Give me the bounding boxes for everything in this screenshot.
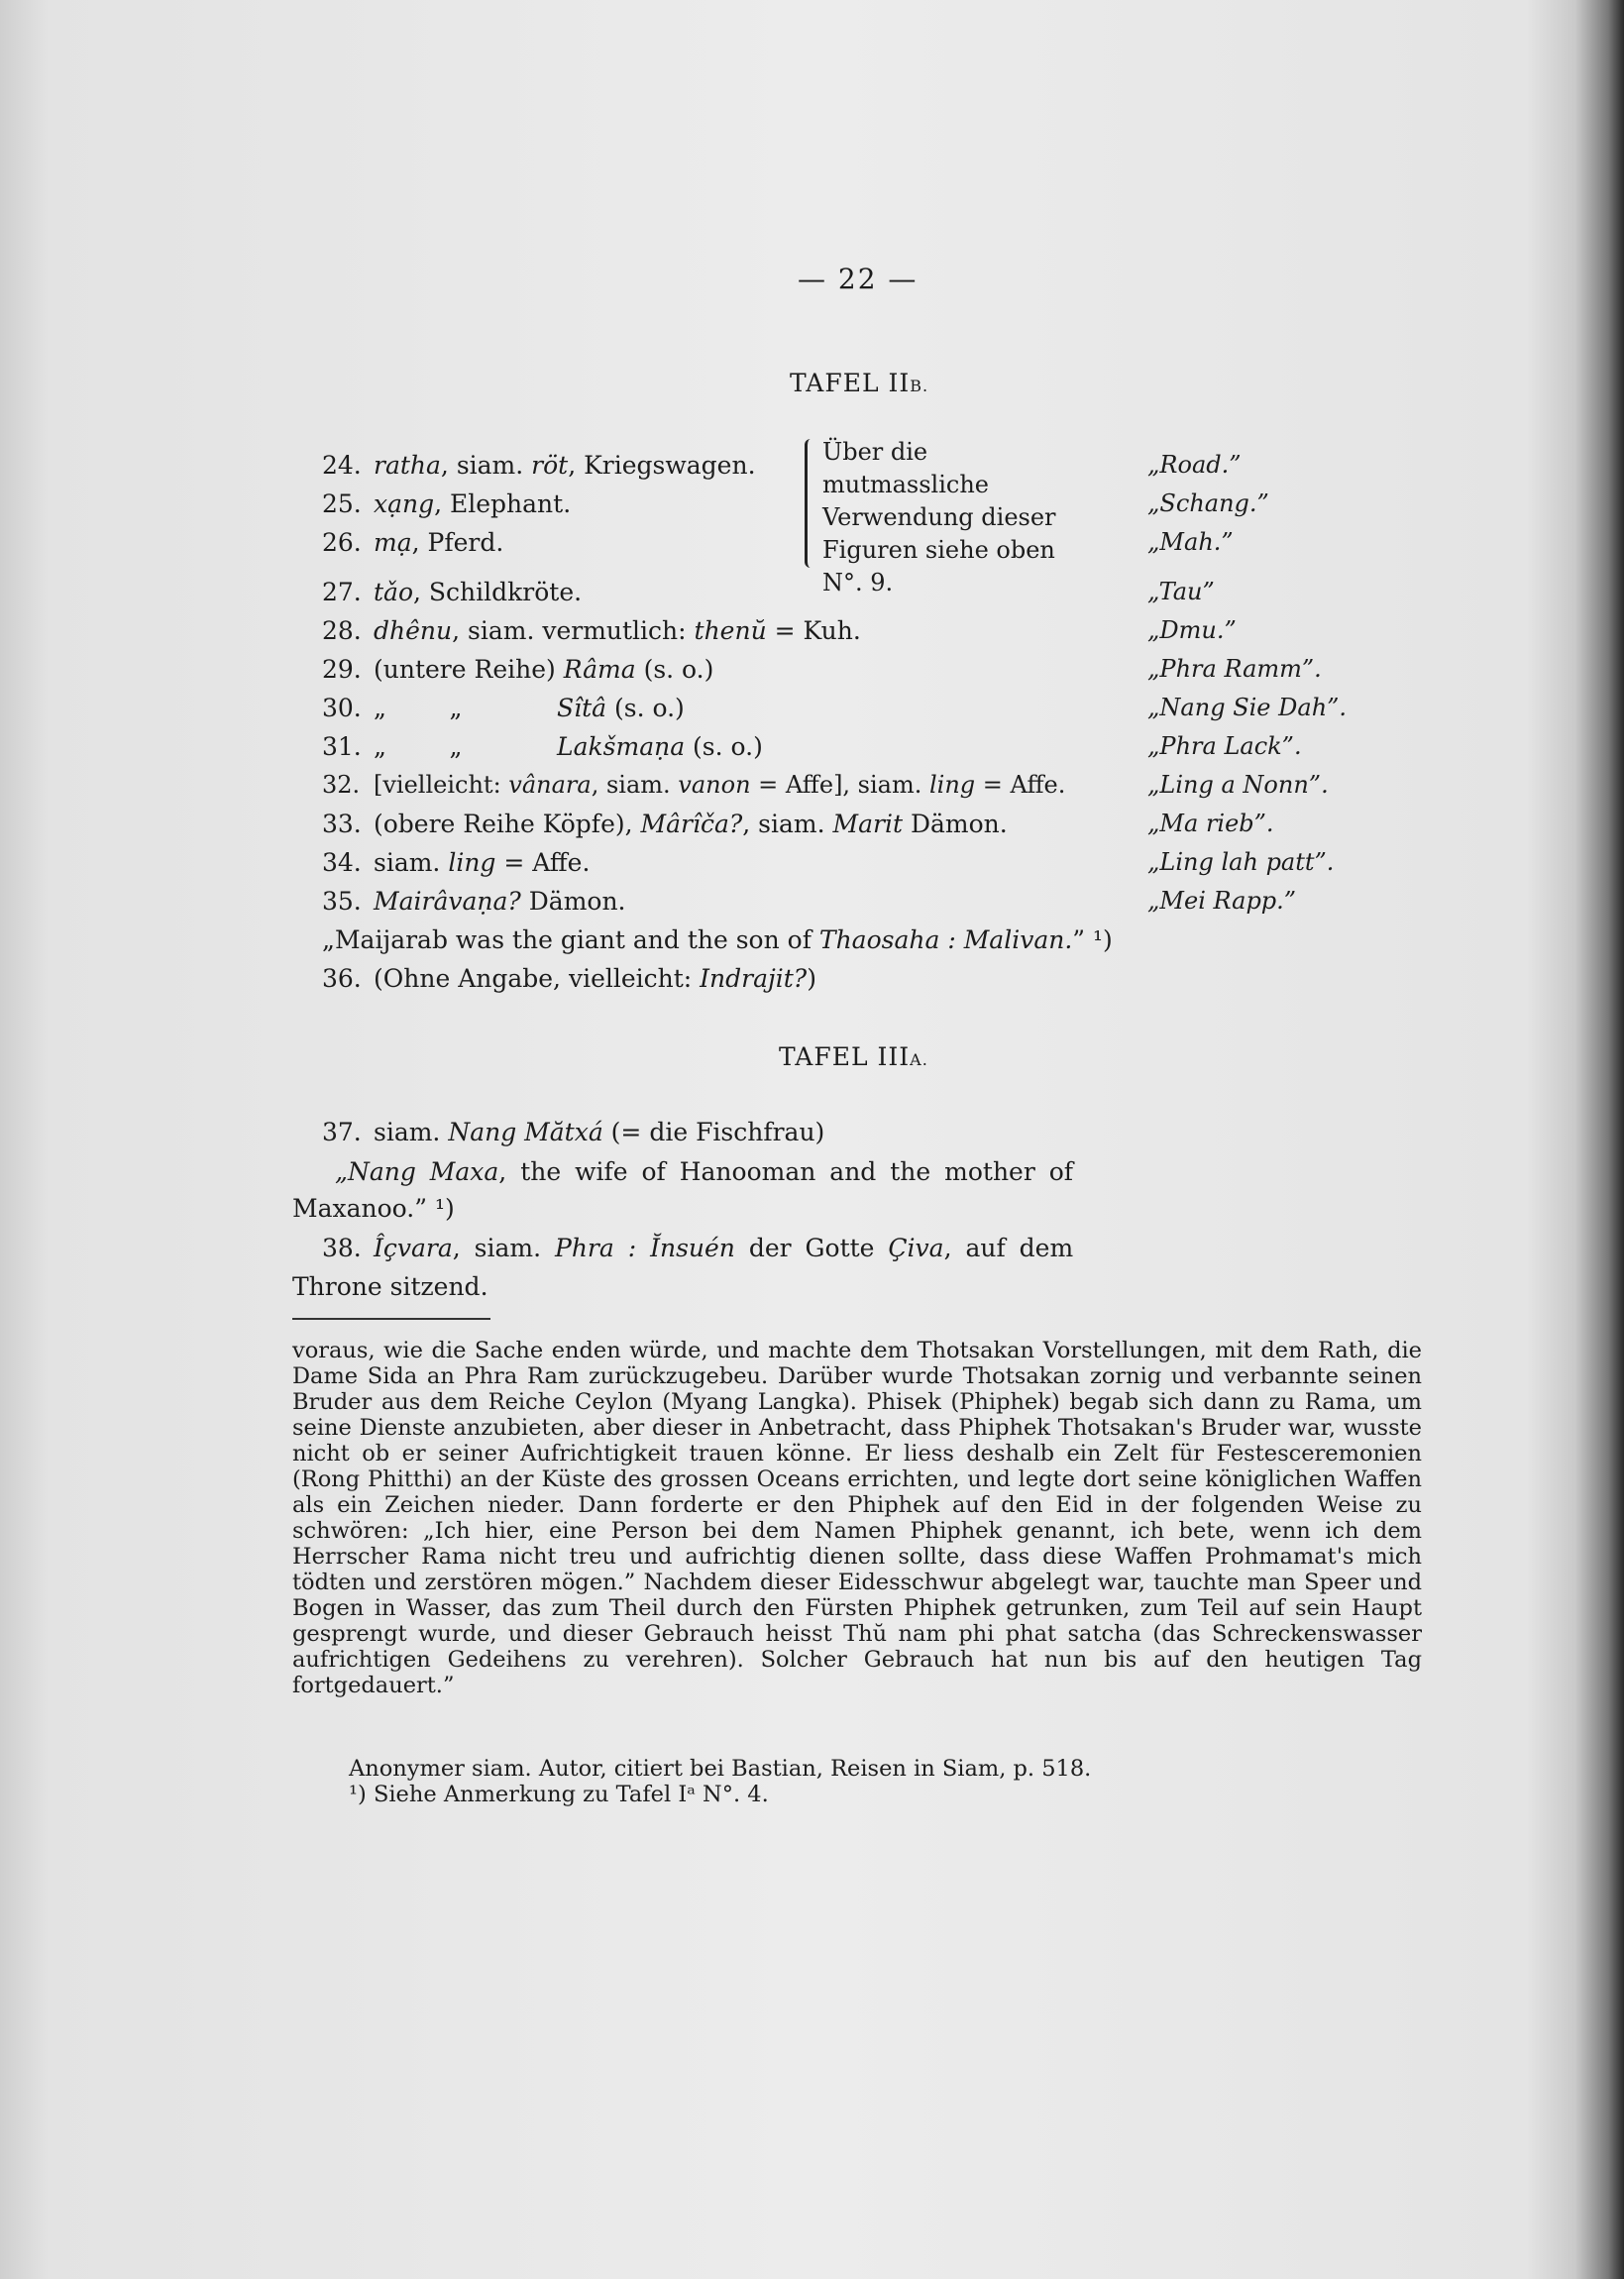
heading-main: TAFEL II	[790, 369, 911, 397]
entry-number: 28.	[322, 616, 362, 645]
entry-number: 26.	[322, 528, 362, 557]
entry-term: vânara	[508, 771, 592, 799]
quote-italic: „Nang Maxa	[335, 1157, 499, 1186]
heading-tafel-iib	[790, 369, 928, 397]
entry-term-siam: vanon	[678, 771, 751, 799]
entry-text: , auf dem	[943, 1234, 1074, 1262]
usage-note: Über die mutmassliche Verwendung dieser Figuren siehe oben N°. 9.	[822, 438, 1056, 597]
entry-35	[322, 887, 626, 916]
entry-number: 25.	[322, 489, 362, 518]
entry-text: (obere Reihe Köpfe),	[374, 810, 641, 838]
entry-text: der Gotte	[734, 1234, 889, 1262]
entry-number: 34.	[322, 848, 362, 877]
maijarab-quote	[322, 925, 1113, 954]
entry-37-quote	[335, 1157, 1073, 1186]
footnote-source: Anonymer siam. Autor, citiert bei Bastian, Reisen in Siam, p. 518.	[349, 1756, 1092, 1782]
entry-text: , Pferd.	[411, 528, 504, 557]
entry-term-siam: röt	[531, 451, 569, 480]
quote-italic: Thaosaha : Malivan.	[818, 925, 1073, 954]
entry-27	[322, 578, 582, 606]
ditto-marks: „ „	[374, 694, 479, 722]
entry-text: , siam. vermutlich:	[452, 616, 695, 645]
entry-term: Lakšmaṇa	[557, 732, 686, 761]
entry-37-quote-cont: Maxanoo.” ¹)	[292, 1194, 455, 1223]
brace	[805, 439, 821, 568]
entry-24	[322, 451, 756, 480]
entry-term: Râma	[563, 655, 636, 684]
entry-number: 31.	[322, 732, 362, 761]
english-34: „Ling lah patt”.	[1147, 848, 1335, 876]
entry-number: 30.	[322, 694, 362, 722]
entry-number: 36.	[322, 964, 362, 993]
footnote-rule	[292, 1318, 490, 1320]
entry-38	[322, 1234, 1073, 1262]
english-32: „Ling a Nonn”.	[1147, 771, 1329, 799]
entry-term-siam: ling	[929, 771, 976, 799]
entry-text: (= die Fischfrau)	[602, 1118, 825, 1146]
english-30: „Nang Sie Dah”.	[1147, 694, 1348, 721]
english-28: „Dmu.”	[1147, 616, 1237, 644]
entry-term: Mairâvaṇa?	[374, 887, 521, 916]
entry-text: = Affe.	[495, 848, 591, 877]
entry-25	[322, 489, 571, 518]
english-25: „Schang.”	[1147, 489, 1269, 517]
entry-text: = Affe], siam.	[750, 771, 929, 799]
english-33: „Ma rieb”.	[1147, 810, 1274, 837]
entry-term: ratha	[374, 451, 441, 480]
entry-31	[322, 732, 763, 761]
entry-text: (Ohne Angabe, vielleicht:	[374, 964, 701, 993]
entry-37	[322, 1118, 824, 1146]
entry-number: 33.	[322, 810, 362, 838]
entry-text: , Schildkröte.	[413, 578, 583, 606]
entry-26	[322, 528, 503, 557]
english-35: „Mei Rapp.”	[1147, 887, 1297, 915]
entry-text: , siam.	[591, 771, 679, 799]
entry-28	[322, 616, 861, 645]
entry-text: Dämon.	[520, 887, 626, 916]
footnote-reference: ¹) Siehe Anmerkung zu Tafel Iᵃ N°. 4.	[349, 1782, 769, 1807]
entry-text: , siam.	[452, 1234, 555, 1262]
entry-34	[322, 848, 590, 877]
entry-term: mạ	[374, 528, 412, 557]
entry-text: (s. o.)	[685, 732, 763, 761]
entry-text: Dämon.	[903, 810, 1008, 838]
entry-text: = Affe.	[975, 771, 1066, 799]
entry-number: 29.	[322, 655, 362, 684]
entry-term: Îçvara	[374, 1234, 453, 1262]
ditto-marks: „ „	[374, 732, 479, 761]
entry-32	[322, 771, 1065, 799]
entry-text: , Elephant.	[434, 489, 572, 518]
english-29: „Phra Ramm”.	[1147, 655, 1322, 683]
entry-term: Nang Mătxá	[448, 1118, 603, 1146]
entry-text: (s. o.)	[635, 655, 714, 684]
page-number: — 22 —	[798, 263, 919, 295]
entry-term: Sîtâ	[557, 694, 607, 722]
entry-29	[322, 655, 713, 684]
entry-number: 38.	[322, 1234, 362, 1262]
entry-text: (s. o.)	[606, 694, 685, 722]
entry-term: Indrajit?	[700, 964, 808, 993]
entry-number: 35.	[322, 887, 362, 916]
entry-text: , siam.	[742, 810, 833, 838]
entry-text: [vielleicht:	[374, 771, 509, 799]
entry-text: siam.	[374, 1118, 449, 1146]
entry-text: , Kriegswagen.	[568, 451, 756, 480]
heading-sub: B.	[910, 377, 929, 395]
entry-38-cont: Throne sitzend.	[292, 1272, 488, 1301]
entry-36	[322, 964, 816, 993]
footnote-paragraph: voraus, wie die Sache enden würde, und machte dem Thotsakan Vorstellungen, mit dem Rath, die Dame Sida an Phra Ram zurückzugebeu. Darüber wurde Thotsakan zornig und verbannte seinen Bruder aus dem Reiche Ceylon (Myang Langka). Phisek (Phiphek) begab sich dann zu Rama, um seine Dienste anzubieten, aber dieser in Anbetracht, dass Phiphek Thotsakan's Bruder war, wusste nicht ob er seiner Aufrichtigkeit trauen könne. Er liess deshalb ein Zelt für Festesceremonien (Rong Phitthi) an der Küste des grossen Oceans errichten, und legte dort seine königlichen Waffen als ein Zeichen nieder. Dann forderte er den Phiphek auf den Eid in der folgenden Weise zu schwören: „Ich hier, eine Person bei dem Namen Phiphek genannt, ich bete, wenn ich dem Herrscher Rama nicht treu und aufrichtig dienen sollte, dass diese Waffen Prohmamat's mich tödten und zerstören mögen.” Nachdem dieser Eidesschwur abgelegt war, tauchte man Speer und Bogen in Wasser, das zum Theil durch den Fürsten Phiphek getrunken, zum Teil auf sein Haupt gesprengt wurde, und dieser Gebrauch heisst Thŭ nam phi phat satcha (das Schreckenswasser aufrichtigen Gedeihens zu verehren). Solcher Gebrauch hat nun bis auf den heutigen Tag fortgedauert.”	[292, 1338, 1422, 1698]
entry-term: Mârîča?	[640, 810, 743, 838]
heading-tafel-iiia	[779, 1042, 928, 1071]
entry-30	[322, 694, 685, 722]
entry-number: 32.	[322, 771, 361, 799]
entry-term: tǎo	[374, 578, 414, 606]
quote-text: ” ¹)	[1072, 925, 1113, 954]
entry-text: )	[807, 964, 816, 993]
entry-text: = Kuh.	[766, 616, 861, 645]
entry-text: , siam.	[440, 451, 532, 480]
english-24: „Road.”	[1147, 451, 1242, 479]
heading-sub: A.	[910, 1050, 928, 1069]
entry-term-siam: Phra : Ĭnsuén	[555, 1234, 735, 1262]
quote-text: , the wife of Hanooman and the mother of	[498, 1157, 1074, 1186]
quote-text: „Maijarab was the giant and the son of	[322, 925, 819, 954]
entry-term: ling	[448, 848, 496, 877]
entry-term-siam: Marit	[832, 810, 904, 838]
entry-term: Çiva	[888, 1234, 944, 1262]
entry-number: 37.	[322, 1118, 362, 1146]
entry-number: 27.	[322, 578, 362, 606]
english-27: „Tau”	[1147, 578, 1215, 605]
entry-text: (untere Reihe)	[374, 655, 564, 684]
entry-term: dhênu	[374, 616, 453, 645]
entry-33	[322, 810, 1008, 838]
english-26: „Mah.”	[1147, 528, 1234, 556]
entry-term: xạng	[374, 489, 435, 518]
entry-text: siam.	[374, 848, 449, 877]
entry-term-siam: thenŭ	[694, 616, 767, 645]
english-31: „Phra Lack”.	[1147, 732, 1302, 760]
entry-number: 24.	[322, 451, 362, 480]
heading-main: TAFEL III	[779, 1042, 911, 1071]
